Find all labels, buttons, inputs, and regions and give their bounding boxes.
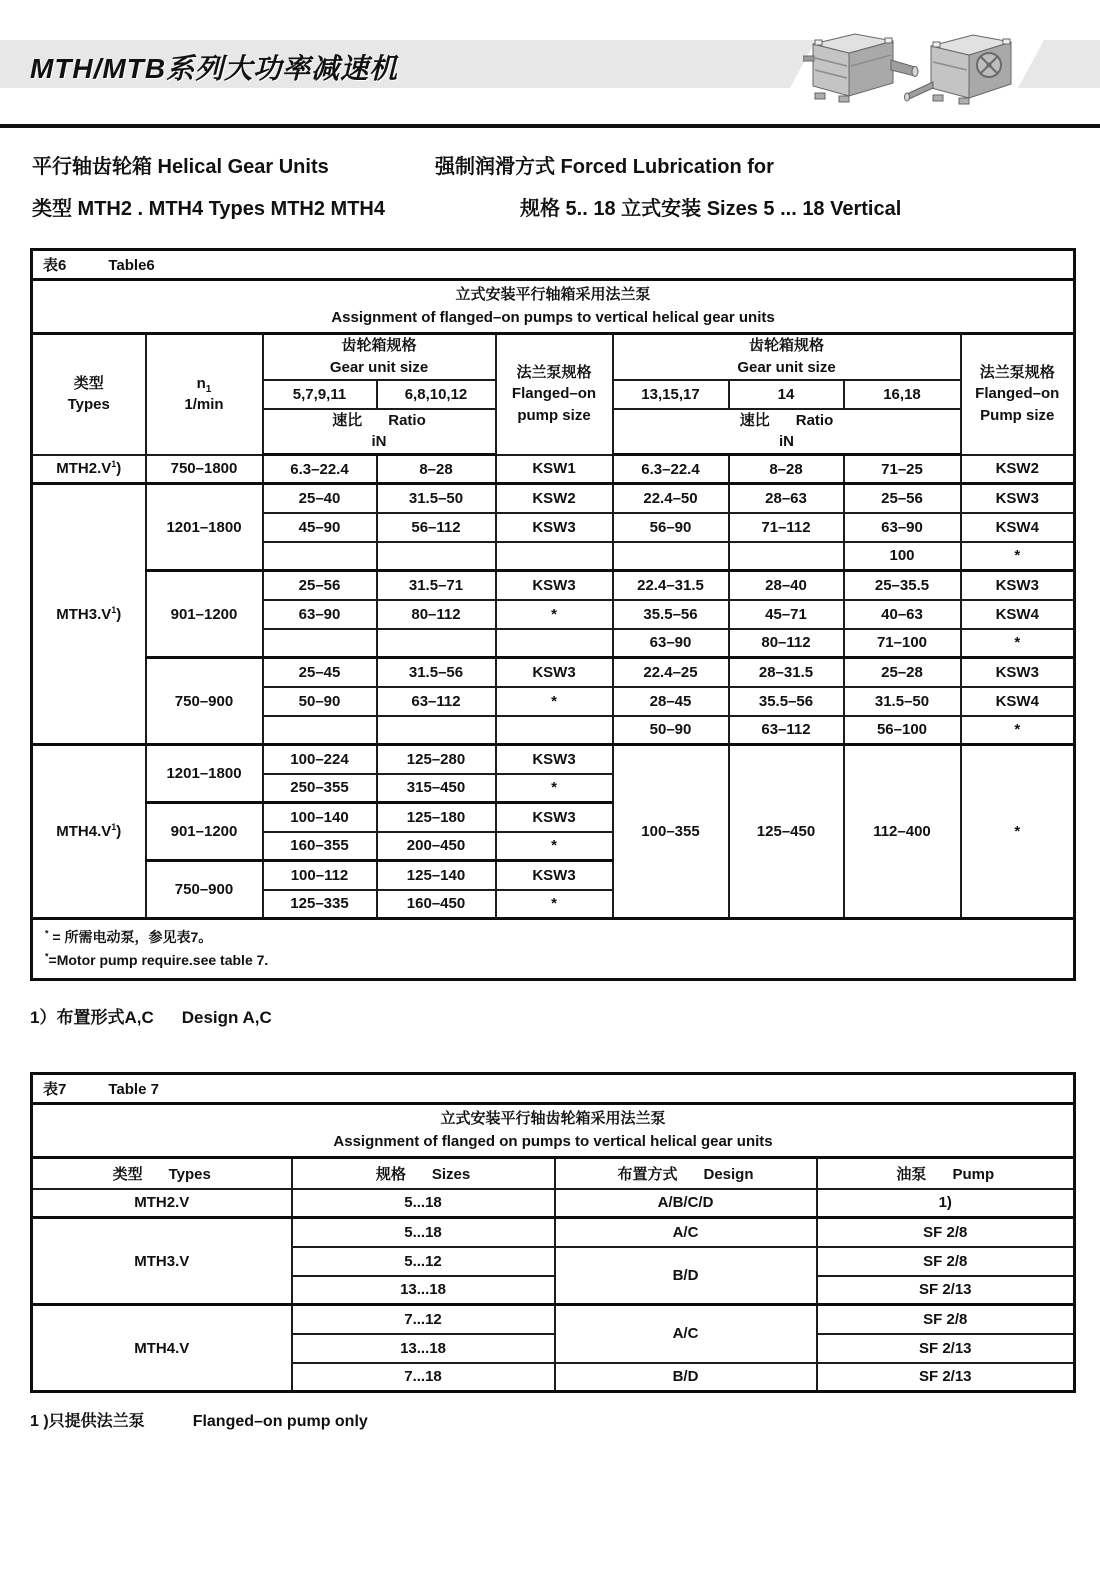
table6-header-row1	[32, 334, 1075, 380]
header-design: 布置方式 Design	[555, 1158, 817, 1189]
flanged-pump-note	[30, 1408, 368, 1431]
ratio-cell	[613, 542, 729, 571]
pump-cell: *	[496, 600, 613, 629]
table6-footnote-row	[32, 919, 1075, 980]
ratio-cell: 6.3–22.4	[613, 455, 729, 484]
footnote-line-en: *=Motor pump require.see table 7.	[45, 951, 269, 969]
ratio-cell: 31.5–56	[377, 658, 496, 687]
table7-title-row	[32, 1104, 1075, 1158]
speed-cell: 750–900	[146, 658, 263, 745]
ratio-cell: 100–112	[263, 861, 377, 890]
pump-cell: *	[496, 890, 613, 919]
ratio-cell: 22.4–50	[613, 484, 729, 513]
size-cell: 5...18	[292, 1189, 555, 1218]
pump-cell: KSW3	[961, 658, 1075, 687]
ratio-cell	[377, 716, 496, 745]
size-cell: 13...18	[292, 1334, 555, 1363]
intro-line-2	[32, 192, 901, 221]
ratio-cell: 56–90	[613, 513, 729, 542]
ratio-cell: 6.3–22.4	[263, 455, 377, 484]
ratio-cell: 31.5–71	[377, 571, 496, 600]
header-sizes-131517: 13,15,17	[613, 380, 729, 409]
design-note-zh: 1）布置形式A,C	[30, 1008, 154, 1027]
intro-line1-right: 强制润滑方式 Forced Lubrication for	[435, 156, 774, 178]
ratio-cell	[263, 629, 377, 658]
ratio-cell: 63–90	[263, 600, 377, 629]
ratio-cell: 71–25	[844, 455, 961, 484]
ratio-cell: 71–100	[844, 629, 961, 658]
ratio-cell: 112–400	[844, 745, 961, 919]
size-cell: 7...12	[292, 1305, 555, 1334]
ratio-cell: 160–450	[377, 890, 496, 919]
banner-band-right	[1018, 40, 1100, 88]
footnote-line-zh: * = 所需电动泵，参见表7。	[45, 928, 213, 945]
ratio-cell	[377, 629, 496, 658]
header-types: 类型 Types	[32, 1158, 292, 1189]
table7-header-row	[32, 1158, 1075, 1189]
ratio-cell	[263, 716, 377, 745]
pump-cell: KSW3	[496, 658, 613, 687]
table6-title	[32, 280, 1075, 334]
table7-title	[32, 1104, 1075, 1158]
table6-title-zh: 立式安装平行轴箱采用法兰泵	[455, 286, 651, 303]
pump-cell: KSW4	[961, 687, 1075, 716]
table7	[30, 1072, 1076, 1393]
design-cell: A/C	[555, 1218, 817, 1247]
table6-caption-zh: 表6	[43, 257, 67, 274]
header-gear-unit-size-right: 齿轮箱规格 Gear unit size	[613, 334, 961, 380]
pump-cell: SF 2/13	[817, 1363, 1075, 1392]
ratio-cell	[377, 542, 496, 571]
table-row	[32, 571, 1075, 600]
ratio-cell: 63–112	[729, 716, 844, 745]
table6-title-row	[32, 280, 1075, 334]
pump-cell: SF 2/8	[817, 1218, 1075, 1247]
ratio-cell: 50–90	[263, 687, 377, 716]
pump-cell: *	[961, 745, 1075, 919]
pump-cell: *	[496, 687, 613, 716]
ratio-cell: 100–224	[263, 745, 377, 774]
table-row	[32, 1305, 1075, 1334]
intro-line2-right: 规格 5.. 18 立式安装 Sizes 5 ... 18 Vertical	[520, 198, 902, 220]
ratio-cell: 63–112	[377, 687, 496, 716]
ratio-cell: 125–335	[263, 890, 377, 919]
speed-cell: 1201–1800	[146, 745, 263, 803]
ratio-cell: 35.5–56	[729, 687, 844, 716]
size-cell: 5...18	[292, 1218, 555, 1247]
ratio-cell: 63–90	[844, 513, 961, 542]
ratio-cell: 8–28	[377, 455, 496, 484]
table7-caption-en: Table 7	[108, 1081, 159, 1098]
ratio-cell: 100–355	[613, 745, 729, 919]
table-row	[32, 658, 1075, 687]
table6-title-en: Assignment of flanged–on pumps to vertical helical gear units	[331, 308, 775, 326]
pump-cell	[496, 542, 613, 571]
design-note	[30, 1003, 272, 1028]
table7-caption	[32, 1074, 1075, 1104]
size-cell: 5...12	[292, 1247, 555, 1276]
ratio-cell: 100–140	[263, 803, 377, 832]
ratio-cell: 56–112	[377, 513, 496, 542]
ratio-cell: 125–140	[377, 861, 496, 890]
header-sizes-14: 14	[729, 380, 844, 409]
table7-caption-zh: 表7	[43, 1081, 67, 1098]
pump-cell: SF 2/13	[817, 1334, 1075, 1363]
ratio-cell: 25–40	[263, 484, 377, 513]
pump-cell: KSW3	[961, 484, 1075, 513]
header-sizes-681012: 6,8,10,12	[377, 380, 496, 409]
pump-cell: SF 2/13	[817, 1276, 1075, 1305]
ratio-cell: 250–355	[263, 774, 377, 803]
ratio-cell: 45–90	[263, 513, 377, 542]
intro-line-1	[32, 150, 774, 179]
type-cell: $MTH2.V^1$)	[32, 455, 146, 484]
table-row	[32, 484, 1075, 513]
ratio-cell: 8–28	[729, 455, 844, 484]
ratio-cell: 31.5–50	[844, 687, 961, 716]
pump-cell: KSW4	[961, 600, 1075, 629]
pump-cell: *	[496, 832, 613, 861]
ratio-cell: 28–40	[729, 571, 844, 600]
table-row	[32, 745, 1075, 774]
pump-cell: *	[961, 716, 1075, 745]
pump-cell: KSW3	[496, 513, 613, 542]
pump-cell: KSW3	[496, 861, 613, 890]
table6	[30, 248, 1076, 981]
ratio-cell: 35.5–56	[613, 600, 729, 629]
design-cell: A/B/C/D	[555, 1189, 817, 1218]
pump-cell: KSW4	[961, 513, 1075, 542]
ratio-cell: 40–63	[844, 600, 961, 629]
ratio-cell: 125–180	[377, 803, 496, 832]
design-cell: B/D	[555, 1247, 817, 1305]
intro-line2-left: 类型 MTH2 . MTH4 Types MTH2 MTH4	[32, 198, 385, 220]
ratio-cell: 160–355	[263, 832, 377, 861]
gearbox-3d-right-image	[905, 35, 1012, 104]
pump-cell: SF 2/8	[817, 1247, 1075, 1276]
header-flanged-pump-right: 法兰泵规格 Flanged–on Pump size	[961, 334, 1075, 455]
ratio-cell	[263, 542, 377, 571]
type-cell: $MTH4.V^1$)	[32, 745, 146, 919]
gearbox-images	[803, 20, 1015, 120]
speed-cell: 901–1200	[146, 803, 263, 861]
pump-cell	[496, 629, 613, 658]
pump-cell	[496, 716, 613, 745]
table-row	[32, 1218, 1075, 1247]
pump-cell: KSW2	[496, 484, 613, 513]
ratio-cell: 80–112	[377, 600, 496, 629]
ratio-cell	[729, 542, 844, 571]
speed-cell: 750–900	[146, 861, 263, 919]
type-cell: MTH3.V	[32, 1218, 292, 1305]
table6-footnote	[32, 919, 1075, 980]
header-ratio-right: 速比 Ratio iN	[613, 409, 961, 455]
header-ratio-left: 速比 Ratio iN	[263, 409, 496, 455]
header-sizes-1618: 16,18	[844, 380, 961, 409]
ratio-cell: 28–45	[613, 687, 729, 716]
table-row	[32, 1189, 1075, 1218]
table7-caption-row	[32, 1074, 1075, 1104]
table6-caption-row	[32, 250, 1075, 280]
table7-title-en: Assignment of flanged on pumps to vertical helical gear units	[333, 1132, 773, 1150]
table6-container	[30, 248, 1076, 981]
pump-cell: KSW3	[496, 803, 613, 832]
type-cell: MTH4.V	[32, 1305, 292, 1392]
ratio-cell: 315–450	[377, 774, 496, 803]
speed-cell: 750–1800	[146, 455, 263, 484]
design-cell: B/D	[555, 1363, 817, 1392]
table7-title-zh: 立式安装平行轴齿轮箱采用法兰泵	[440, 1110, 666, 1127]
table6-caption	[32, 250, 1075, 280]
ratio-cell: 125–450	[729, 745, 844, 919]
ratio-cell: 56–100	[844, 716, 961, 745]
intro-line1-left: 平行轴齿轮箱 Helical Gear Units	[32, 156, 329, 178]
header-gear-unit-size-left: 齿轮箱规格 Gear unit size	[263, 334, 496, 380]
ratio-cell: 45–71	[729, 600, 844, 629]
table6-caption-en: Table6	[108, 257, 155, 274]
speed-cell: 901–1200	[146, 571, 263, 658]
ratio-cell: 200–450	[377, 832, 496, 861]
pump-cell: 1)	[817, 1189, 1075, 1218]
ratio-cell: 25–56	[844, 484, 961, 513]
header-sizes: 规格 Sizes	[292, 1158, 555, 1189]
ratio-cell: 28–31.5	[729, 658, 844, 687]
header-flanged-pump-left: 法兰泵规格 Flanged–on pump size	[496, 334, 613, 455]
gearbox-3d-left-image	[803, 34, 918, 102]
ratio-cell: 71–112	[729, 513, 844, 542]
size-cell: 13...18	[292, 1276, 555, 1305]
ratio-cell: 100	[844, 542, 961, 571]
pump-cell: KSW3	[496, 745, 613, 774]
header-divider-rule	[0, 124, 1100, 128]
ratio-cell: 22.4–25	[613, 658, 729, 687]
pump-cell: KSW2	[961, 455, 1075, 484]
ratio-cell: 25–56	[263, 571, 377, 600]
pump-cell: KSW3	[961, 571, 1075, 600]
ratio-cell: 80–112	[729, 629, 844, 658]
flanged-pump-note-zh: 1 )只提供法兰泵	[30, 1413, 145, 1430]
design-cell: A/C	[555, 1305, 817, 1363]
ratio-cell: 28–63	[729, 484, 844, 513]
ratio-cell: 25–28	[844, 658, 961, 687]
ratio-cell: 25–35.5	[844, 571, 961, 600]
pump-cell: KSW3	[496, 571, 613, 600]
pump-cell: *	[496, 774, 613, 803]
size-cell: 7...18	[292, 1363, 555, 1392]
pump-cell: KSW1	[496, 455, 613, 484]
ratio-cell: 125–280	[377, 745, 496, 774]
ratio-cell: 22.4–31.5	[613, 571, 729, 600]
pump-cell: SF 2/8	[817, 1305, 1075, 1334]
speed-cell: 1201–1800	[146, 484, 263, 571]
ratio-cell: 31.5–50	[377, 484, 496, 513]
ratio-cell: 63–90	[613, 629, 729, 658]
ratio-cell: 25–45	[263, 658, 377, 687]
table7-container	[30, 1072, 1076, 1393]
design-note-en: Design A,C	[181, 1008, 272, 1027]
ratio-cell: 50–90	[613, 716, 729, 745]
page-title: MTH/MTB系列大功率减速机	[30, 53, 399, 84]
header-n1: $n_1$ 1/min	[146, 334, 263, 455]
flanged-pump-note-en: Flanged–on pump only	[192, 1413, 368, 1430]
type-cell: $MTH3.V^1$)	[32, 484, 146, 745]
table-row	[32, 455, 1075, 484]
type-cell: MTH2.V	[32, 1189, 292, 1218]
pump-cell: *	[961, 542, 1075, 571]
header-types: 类型 Types	[32, 334, 146, 455]
header-sizes-57911: 5,7,9,11	[263, 380, 377, 409]
header-pump: 油泵 Pump	[817, 1158, 1075, 1189]
pump-cell: *	[961, 629, 1075, 658]
